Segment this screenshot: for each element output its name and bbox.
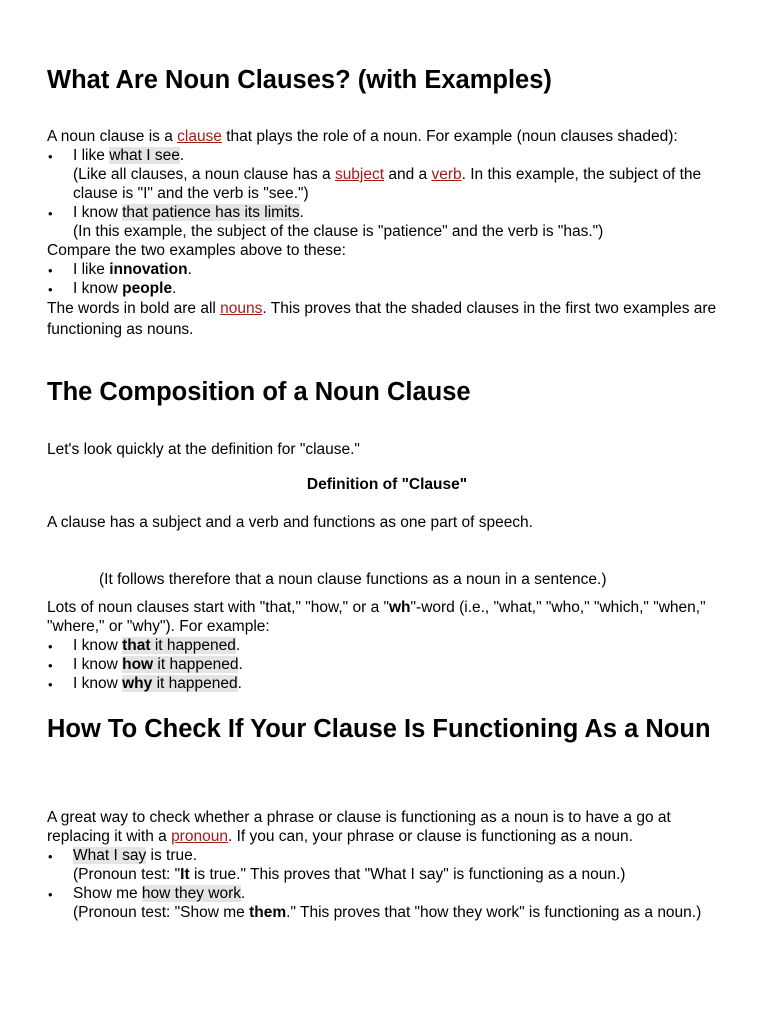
composition-heading: The Composition of a Noun Clause [47,378,471,406]
example-text: I know [73,675,123,692]
examples-list-2 [47,260,727,298]
definition-text: A clause has a subject and a verb and functions as one part of speech. [47,514,533,531]
example-text: I know [73,280,123,297]
check-heading: How To Check If Your Clause Is Functioning As a Noun [47,715,711,743]
definition-heading: Definition of "Clause" [306,476,468,493]
intro-text-end: that plays the role of a noun. For example (noun clauses shaded): [221,128,678,145]
lots-paragraph [47,598,727,636]
page-title: What Are Noun Clauses? (with Examples) [47,66,552,94]
shaded-clause: how they work [141,885,241,902]
note-text: The words in bold are all [47,300,221,317]
bold-word: that [122,637,151,654]
note-text: (Pronoun test: " [73,866,181,883]
shaded-rest: it happened [153,656,239,673]
shaded-rest: it happened [152,675,238,692]
example-punct: . [172,280,177,297]
check-text-end: . If you can, your phrase or clause is functioning as a noun. [227,828,633,845]
note-text: . In this example, the subject of the clause is "I" and the verb is "see.") [73,166,702,202]
lots-text-end: "-word (i.e., "what," "who," "which," "when," "where," or "why"). For example: [47,599,706,635]
list-item [47,636,727,655]
pronoun-test-note [73,903,727,922]
shaded-clause [122,637,236,654]
verb-link[interactable]: verb [431,166,462,183]
example-note [73,165,727,203]
example-text: Show me [73,885,142,902]
subject-link[interactable]: subject [334,166,385,183]
note-text: is true." This proves that "What I say" is functioning as a noun.) [189,866,626,883]
follows-paragraph: (It follows therefore that a noun clause functions as a noun in a sentence.) [99,571,607,588]
list-item [47,846,727,884]
compare-paragraph: Compare the two examples above to these: [47,242,346,259]
pronoun-link[interactable]: pronoun [171,828,228,845]
list-item [47,203,727,241]
bold-noun: innovation [109,261,188,278]
list-item [47,655,727,674]
check-section [47,808,727,922]
example-punct: . [179,147,185,164]
example-text: I know [73,204,123,221]
bold-word: why [122,675,153,692]
example-punct: . [235,637,241,654]
shaded-clause: what I see [109,147,180,164]
example-punct: . [238,656,243,673]
note-text: (Pronoun test: "Show me [73,904,250,921]
pronoun-test-note [73,865,727,884]
example-punct: . [237,675,242,692]
shaded-clause [122,675,237,692]
note-text: ." This proves that "how they work" is functioning as a noun.) [286,904,702,921]
examples-list-3 [47,636,727,693]
examples-list-1 [47,146,727,241]
list-item [47,884,727,922]
examples-list-4 [47,846,727,922]
example-text: I like [73,147,110,164]
shaded-clause [122,656,238,673]
bold-pronoun: It [180,866,190,883]
example-punct: . [187,261,192,278]
list-item [47,260,727,279]
list-item [47,146,727,203]
shaded-clause: that patience has its limits [122,204,300,221]
note-text: and a [384,166,432,183]
bold-pronoun: them [249,904,287,921]
check-text: A great way to check whether a phrase or clause is functioning as a noun is to have a go at replacing it with a [47,809,671,845]
bold-noun: people [122,280,173,297]
wh-section [47,598,727,693]
list-item [47,674,727,693]
example-punct: . [299,204,304,221]
wh-bold: wh [389,599,411,616]
example-text: I know [73,637,123,654]
shaded-rest: it happened [150,637,236,654]
example-text: I know [73,656,123,673]
note-text: (Like all clauses, a noun clause has a [73,166,335,183]
list-item [47,279,727,298]
example-text: I like [73,261,110,278]
intro-text: A noun clause is a [47,128,178,145]
lets-look-paragraph: Let's look quickly at the definition for "clause." [47,441,360,458]
shaded-clause: What I say [73,847,147,864]
intro-paragraph [47,127,727,146]
bold-note-paragraph [47,298,727,340]
nouns-link[interactable]: nouns [220,300,263,317]
example-note: (In this example, the subject of the clause is "patience" and the verb is "has.") [73,223,604,240]
note-text: . This proves that the shaded clauses in the first two examples are functioning as nouns. [47,300,717,338]
lots-text: Lots of noun clauses start with "that," "how," or a " [47,599,389,616]
example-punct: . [241,885,246,902]
check-intro-paragraph [47,808,727,846]
bold-word: how [122,656,154,673]
intro-section [47,127,727,340]
clause-link[interactable]: clause [177,128,222,145]
example-text: is true. [146,847,198,864]
